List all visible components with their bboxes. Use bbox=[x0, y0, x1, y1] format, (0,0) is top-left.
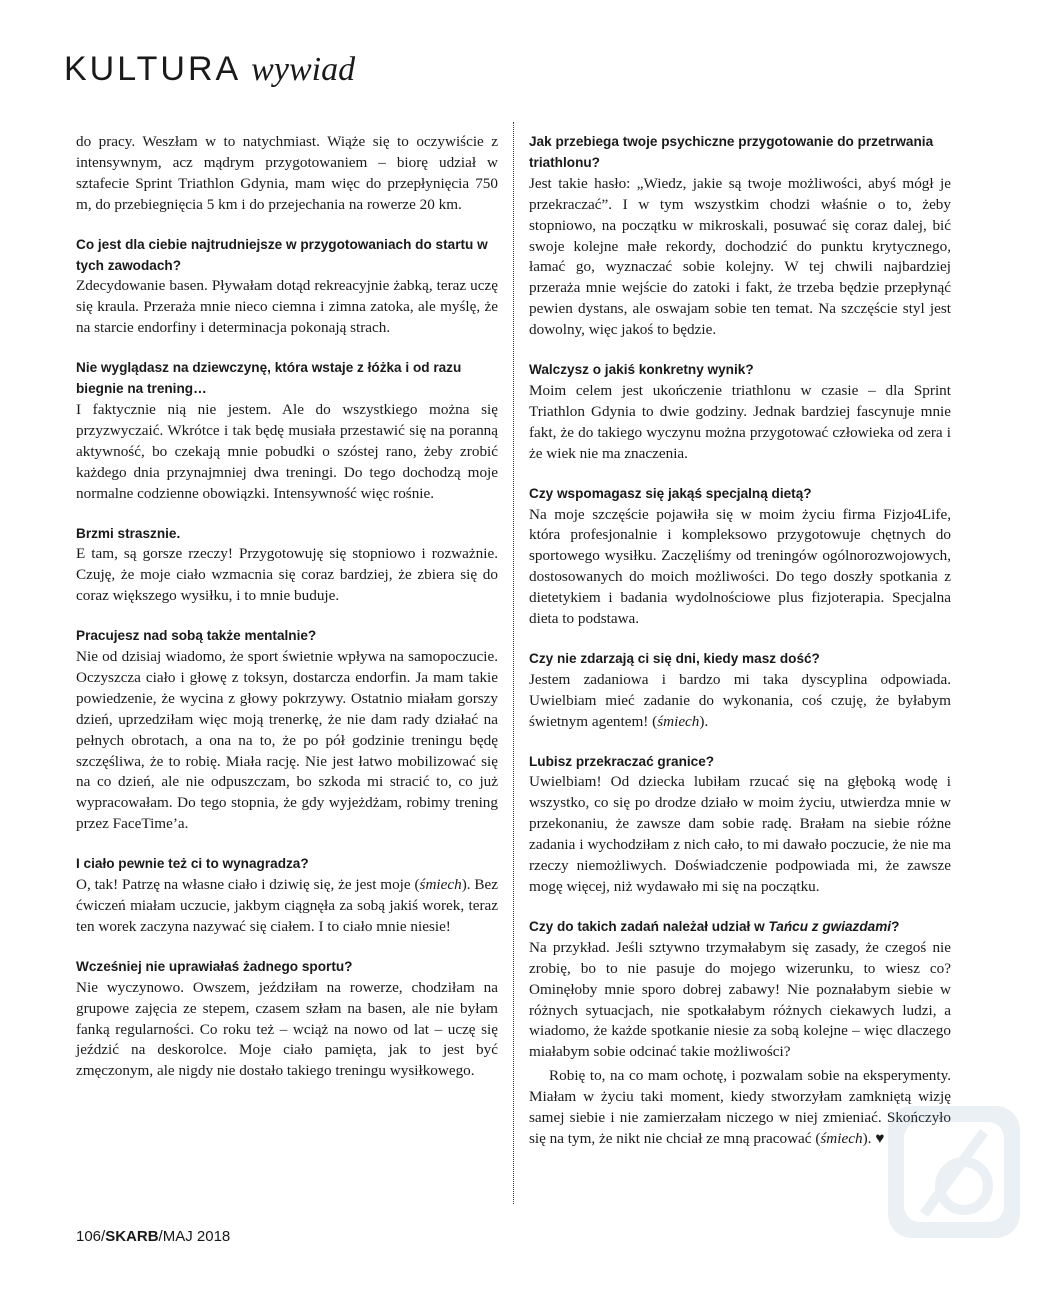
intro-paragraph: do pracy. Weszłam w to natychmiast. Wiąże się to oczywiście z intensywnym, acz mądrym przygotowaniem – biorę udział w sztafecie Sprint Triathlon Gdynia, mam więc do przepłynięcia 750 m, do przebiegnięcia 5 km i do przejechania na rowerze 20 km. bbox=[76, 133, 498, 213]
answer: Jest takie hasło: „Wiedz, jakie są twoje możliwości, abyś mógł je przekraczać”. I w tym wszystkim chodzi właśnie o to, żeby stopniowo, na początku w mikroskali, posuwać się coraz dalej, bić swoje kolejne małe rekordy, dochodzić do punktu krytycznego, łamać go, wyznaczać sobie kolejny. W tej chwili najbardziej przeraża mnie wejście do zatoki i fakt, że trzeba będzie przepłynąć pewien dystans, ale oswajam sobie ten temat. Na szczęście styl jest dowolny, więc jakoś to będzie. bbox=[529, 174, 951, 339]
question-text: Czy do takich zadań należał udział w bbox=[529, 918, 769, 934]
issue-date: /MAJ 2018 bbox=[158, 1228, 231, 1245]
section-title: KULTURA bbox=[64, 50, 242, 88]
answer: E tam, są gorsze rzeczy! Przygotowuję się stopniowo i rozważnie. Czuję, że moje ciało wzmacnia się coraz bardziej, że zbiera się do coraz większego wysiłku, i to mnie buduje. bbox=[76, 545, 498, 605]
answer: Moim celem jest ukończenie triathlonu w czasie – dla Sprint Triathlon Gdynia to dwie godziny. Jednak bardziej fascynuje mnie fakt, że do takiego wyczynu można przygotować człowieka od zera i że wiek nie ma znaczenia. bbox=[529, 381, 951, 462]
left-column bbox=[76, 132, 498, 1082]
question: Czy wspomagasz się jakąś specjalną dietą? bbox=[529, 485, 812, 501]
question: Jak przebiega twoje psychiczne przygotowanie do przetrwania triathlonu? bbox=[529, 134, 934, 170]
page-footer bbox=[76, 1228, 230, 1245]
answer-italic: śmiech bbox=[657, 712, 700, 730]
section-subtitle: wywiad bbox=[251, 51, 356, 88]
answer-text: ). bbox=[699, 712, 709, 730]
question bbox=[529, 917, 951, 938]
question: Lubisz przekraczać granice? bbox=[529, 753, 715, 769]
page-number: 106/ bbox=[76, 1228, 106, 1245]
answer: Na przykład. Jeśli sztywno trzymałabym się zasady, że czegoś nie zrobię, bo to nie pasuje do mojego wizerunku, to wiesz co? Ominęłoby mnie sporo dobrej zabawy! Nie poznałabym siebie w różnych sytuacjach, nie spotkałabym różnych ciekawych ludzi, a wiadomo, że każde spotkanie niesie za sobą kolejne – więc dlaczego miałabym sobie odcinać takie możliwości? bbox=[529, 938, 951, 1061]
answer: Uwielbiam! Od dziecka lubiłam rzucać się na głęboką wodę i wszystko, co się po drodze działo w moim życiu, utwierdza mnie w przekonaniu, że zawsze dam sobie radę. Brałam na siebie różne zadania i wychodziłam z nich cało, to mi dawało poczucie, że nie ma rzeczy niemożliwych. Doświadczenie podpowiada mi, że zawsze mogę więcej, niż wydawało mi się na początku. bbox=[529, 773, 951, 895]
question-italic: Tańcu z gwiazdami bbox=[768, 918, 892, 934]
question: I ciało pewnie też ci to wynagradza? bbox=[76, 856, 309, 872]
question: Co jest dla ciebie najtrudniejsze w przygotowaniach do startu w tych zawodach? bbox=[76, 236, 488, 273]
answer bbox=[529, 670, 951, 733]
answer-italic: śmiech bbox=[419, 876, 462, 894]
answer: I faktycznie nią nie jestem. Ale do wszystkiego można się przyzwyczaić. Wkrótce i tak będę musiała przestawić się na poranną aktywność, bo czekają mnie pobudki o szóstej rano, żeby zrobić każdego dnia przynajmniej dwa treningi. Do tego dochodzą moje normalne codzienne obowiązki. Intensywność więc rośnie. bbox=[76, 400, 498, 502]
question: Pracujesz nad sobą także mentalnie? bbox=[76, 628, 317, 644]
answer-text: ). Bez ćwiczeń miałam uczucie, jakbym ciągnęła za sobą jakiś worek, teraz ten worek zaczyna nazywać się ciałem. I to ciało mnie niesie! bbox=[76, 876, 499, 935]
answer: Na moje szczęście pojawiła się w moim życiu firma Fizjo4Life, która profesjonalnie i kompleksowo przygotowuje chętnych do sportowego wysiłku. Zaczęliśmy od treningów ogólnorozwojowych, dostosowanych do moich możliwości. Do tego doszły spotkania z dietetykiem i badania wydolnościowe plus fizjoterapia. Specjalna dieta to podstawa. bbox=[529, 505, 951, 628]
answer-text: Jestem zadaniowa i bardzo mi taka dyscyplina odpowiada. Uwielbiam mieć zadanie do wykonania, coś czuję, że byłabym świetnym agentem! ( bbox=[529, 670, 951, 730]
answer: Nie wyczynowo. Owszem, jeździłam na rowerze, chodziłam na grupowe zajęcia ze stepem, czasem szłam na basen, ale nie byłam fanką regularności. Co roku też – wciąż na nowo od lat – uczę się jeździć na deskorolce. Moje ciało pamięta, jak to jest być zmęczonym, ale nigdy nie dostało takiego treningu wysiłkowego. bbox=[76, 978, 498, 1080]
magazine-name: SKARB bbox=[105, 1228, 159, 1245]
answer: Nie od dzisiaj wiadomo, że sport świetnie wpływa na samopoczucie. Oczyszcza ciało i głowę z toksyn, dostarcza endorfin. Ja mam takie powiedzenie, że wycina z głowy pokrzywy. Ostatnio miałam gorszy dzień, uprzedziłam więc moją trenerkę, że nie dam rady działać na pełnych obrotach, a ona na to, że po pół godzinie treningu będę szczęśliwa, że to robię. Miała rację. Nie jest łatwo mobilizować się na co dzień, ale nie odpuszczam, bo szkoda mi stracić to, co już wypracowałam. Do tego stopnia, że gdy wyjeżdżam, robimy trening przez FaceTime’a. bbox=[76, 648, 498, 833]
question: Nie wyglądasz na dziewczynę, która wstaje z łóżka i od razu biegnie na trening… bbox=[76, 360, 462, 397]
answer-text: ). ♥ bbox=[862, 1129, 885, 1147]
watermark-logo-icon bbox=[884, 1102, 1024, 1242]
section-header bbox=[64, 50, 355, 94]
answer-italic: śmiech bbox=[820, 1129, 863, 1147]
question: Wcześniej nie uprawiałaś żadnego sportu? bbox=[76, 958, 353, 974]
answer-text: O, tak! Patrzę na własne ciało i dziwię się, że jest moje ( bbox=[76, 876, 420, 894]
answer: Zdecydowanie basen. Pływałam dotąd rekreacyjnie żabką, teraz uczę się kraula. Przeraża mnie nieco ciemna i zimna zatoka, ale myślę, że na starcie endorfiny i determinacja pokonają strach. bbox=[76, 277, 498, 337]
right-column bbox=[529, 132, 951, 1150]
question: Brzmi strasznie. bbox=[76, 525, 181, 541]
answer bbox=[76, 875, 498, 938]
question-text: ? bbox=[891, 918, 900, 934]
question: Walczysz o jakiś konkretny wynik? bbox=[529, 362, 754, 378]
column-divider bbox=[513, 122, 514, 1204]
question: Czy nie zdarzają ci się dni, kiedy masz dość? bbox=[529, 650, 820, 666]
answer-text: Robię to, na co mam ochotę, i pozwalam sobie na eksperymenty. Miałam w życiu taki moment, kiedy stworzyłam zamkniętą wizję samej siebie i nie zamierzałam niczego w niej zmieniać. Skończyło się na tym, że nikt nie chciał ze mną pracować ( bbox=[529, 1067, 951, 1147]
